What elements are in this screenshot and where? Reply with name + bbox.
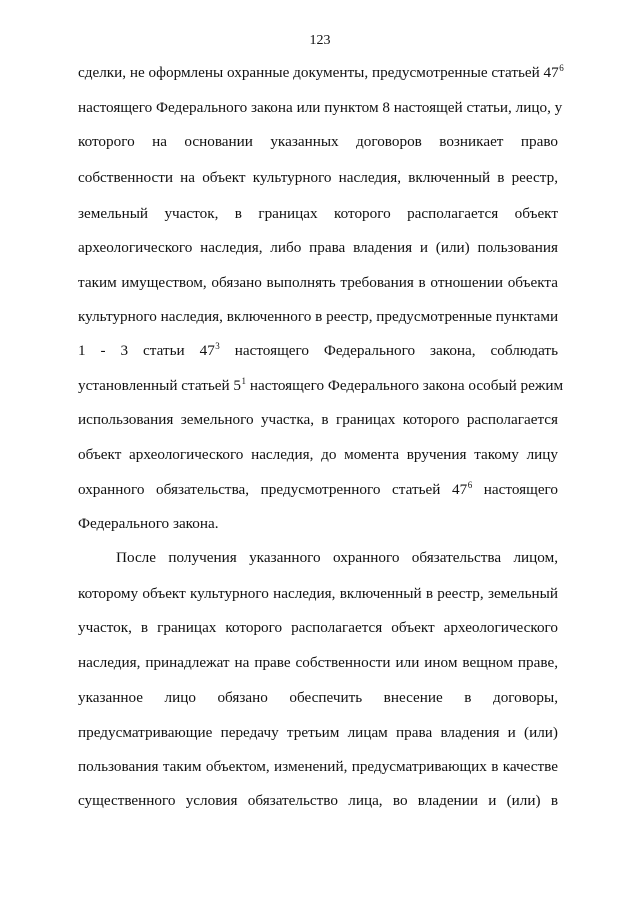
superscript: 1: [241, 376, 247, 386]
text-line: [78, 791, 558, 811]
text-run: использования земельного участка, в границах которого располагается: [78, 411, 558, 428]
text-line: [78, 618, 558, 638]
text-run: существенного условия обязательство лица, во владении и (или) в: [78, 792, 558, 809]
text-run: Федерального закона.: [78, 515, 219, 532]
text-line: [78, 445, 558, 465]
text-run: культурного наследия, включенного в реестр, предусмотренные пунктами: [78, 308, 559, 325]
text-line: [78, 584, 558, 604]
text-run: охранного обязательства, предусмотренного статьей 47: [78, 481, 468, 498]
text-line: [78, 204, 558, 224]
text-line: [78, 63, 564, 84]
superscript: 6: [467, 480, 473, 490]
text-line: [78, 132, 558, 152]
text-run: После получения указанного охранного обязательства лицом,: [116, 549, 558, 566]
text-run: таким имуществом, обязано выполнять требования в отношении объекта: [78, 274, 558, 291]
text-line: [78, 307, 558, 327]
text-run: собственности на объект культурного наследия, включенный в реестр,: [78, 169, 558, 186]
text-run: сделки, не оформлены охранные документы, предусмотренные статьей 47: [78, 64, 559, 81]
superscript: 3: [215, 341, 220, 351]
page-number: 123: [309, 33, 331, 48]
text-line: [78, 653, 558, 673]
text-line: [78, 273, 558, 293]
text-line: [78, 514, 558, 534]
text-run: которому объект культурного наследия, включенный в реестр, земельный: [78, 585, 558, 602]
text-line: [78, 410, 558, 430]
text-line: [78, 168, 558, 188]
superscript: 6: [559, 63, 564, 73]
text-run: настоящего Федерального закона или пунктом 8 настоящей статьи, лицо, у: [78, 99, 563, 116]
text-line: [78, 376, 564, 397]
text-line: [78, 238, 558, 258]
text-run: предусматривающие передачу третьим лицам права владения и (или): [78, 724, 558, 741]
text-run: участок, в границах которого располагается объект археологического: [78, 619, 558, 636]
text-run: пользования таким объектом, изменений, предусматривающих в качестве: [78, 758, 558, 775]
text-line: [78, 688, 558, 708]
text-line: [78, 98, 563, 118]
text-line: [78, 548, 558, 568]
text-line: [78, 723, 558, 743]
text-run: земельный участок, в границах которого располагается объект: [78, 205, 558, 222]
text-run: настоящего Федерального закона особый режим: [246, 377, 564, 394]
text-line: [78, 757, 558, 777]
text-run: археологического наследия, либо права владения и (или) пользования: [78, 239, 558, 256]
text-run: наследия, принадлежат на праве собственности или ином вещном праве,: [78, 654, 558, 671]
text-line: [78, 341, 558, 362]
text-run: указанное лицо обязано обеспечить внесение в договоры,: [78, 689, 558, 706]
text-run: объект археологического наследия, до момента вручения такому лицу: [78, 446, 558, 463]
text-line: [78, 480, 558, 501]
text-run: 1 - 3 статьи 47: [78, 342, 215, 359]
text-run: настоящего Федерального закона, соблюдать: [219, 342, 558, 359]
text-run: установленный статьей 5: [78, 377, 242, 394]
text-run: которого на основании указанных договоров возникает право: [78, 133, 558, 150]
text-run: настоящего: [472, 481, 559, 498]
